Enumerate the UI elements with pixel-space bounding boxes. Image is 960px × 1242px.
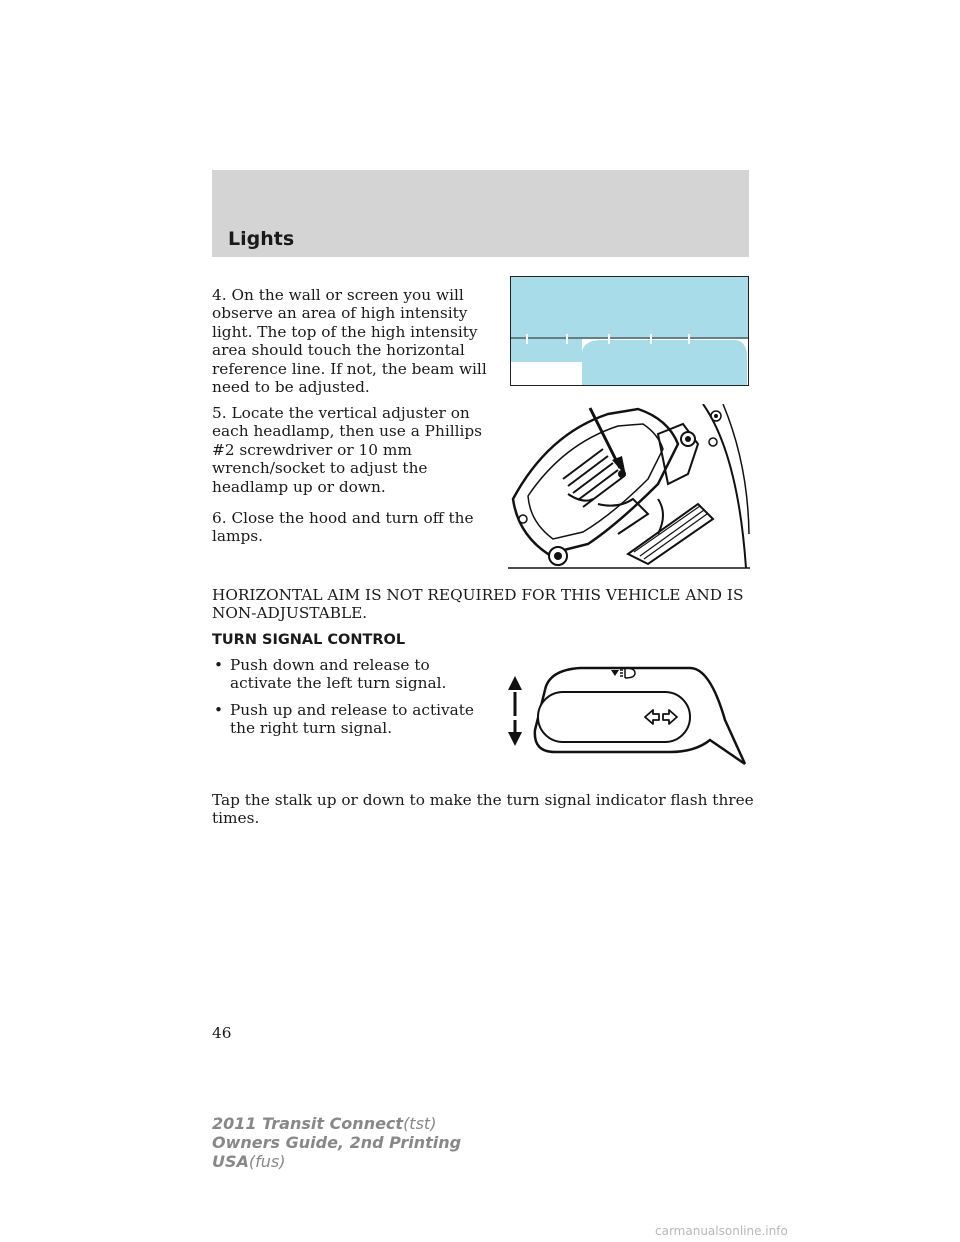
- turn-signal-bullets: [212, 656, 482, 746]
- beam-upper-area: [511, 277, 748, 339]
- step-5-text: 5. Locate the vertical adjuster on each headlamp, then use a Phillips #2 screwdriver or 10 mm wrench/socket to adjust the headlamp up or down.: [212, 404, 483, 496]
- footer-market: USA: [212, 1152, 249, 1171]
- bullet-dot: •: [214, 656, 224, 674]
- stalk-band: [538, 692, 690, 742]
- bullet-right-signal: [212, 701, 482, 738]
- step-4-text: 4. On the wall or screen you will observe an area of high intensity light. The top of the high intensity area should touch the horizontal reference line. If not, the beam will need to be adjusted.: [212, 286, 487, 397]
- beam-left-area: [511, 339, 582, 362]
- horizontal-aim-notice-line1: HORIZONTAL AIM IS NOT REQUIRED FOR THIS VEHICLE AND IS: [212, 586, 744, 604]
- step-6-text: 6. Close the hood and turn off the lamps.: [212, 509, 474, 546]
- tap-note-line2: times.: [212, 809, 260, 827]
- bullet-dot: •: [214, 700, 224, 719]
- footer-model: 2011 Transit Connect: [212, 1114, 404, 1133]
- beam-lower-left: [511, 362, 582, 385]
- headlamp-adjuster-figure: [508, 404, 750, 569]
- horizontal-aim-notice-line2: NON-ADJUSTABLE.: [212, 604, 368, 622]
- page-number: 46: [212, 1024, 232, 1042]
- watermark-link[interactable]: carmanualsonline.info: [655, 1224, 788, 1238]
- footer-guide-edition: Owners Guide, 2nd Printing: [212, 1133, 462, 1152]
- vertical-adjuster: [618, 470, 626, 478]
- footer-line-2: [212, 1133, 461, 1152]
- footer-line-1: [212, 1114, 461, 1133]
- footer-model-code: (tst): [403, 1114, 437, 1133]
- high-beam-icon: [611, 668, 635, 678]
- up-down-arrow-icon: [508, 676, 522, 746]
- section-header-band: [212, 170, 749, 257]
- document-footer: [212, 1114, 461, 1171]
- turn-signal-heading: TURN SIGNAL CONTROL: [212, 632, 406, 648]
- footer-market-code: (fus): [248, 1152, 286, 1171]
- footer-line-3: [212, 1152, 461, 1171]
- beam-pattern-figure: [510, 276, 749, 386]
- tap-note-line1: Tap the stalk up or down to make the turn signal indicator flash three: [212, 791, 754, 809]
- beam-hot-spot: [582, 340, 747, 385]
- turn-signal-stalk-figure: [505, 660, 750, 772]
- bullet-left-signal-text: Push down and release to activate the left turn signal.: [230, 656, 447, 693]
- bullet-right-signal-text: Push up and release to activate the right turn signal.: [230, 700, 474, 738]
- bullet-left-signal: [212, 656, 482, 693]
- section-title: Lights: [228, 228, 295, 250]
